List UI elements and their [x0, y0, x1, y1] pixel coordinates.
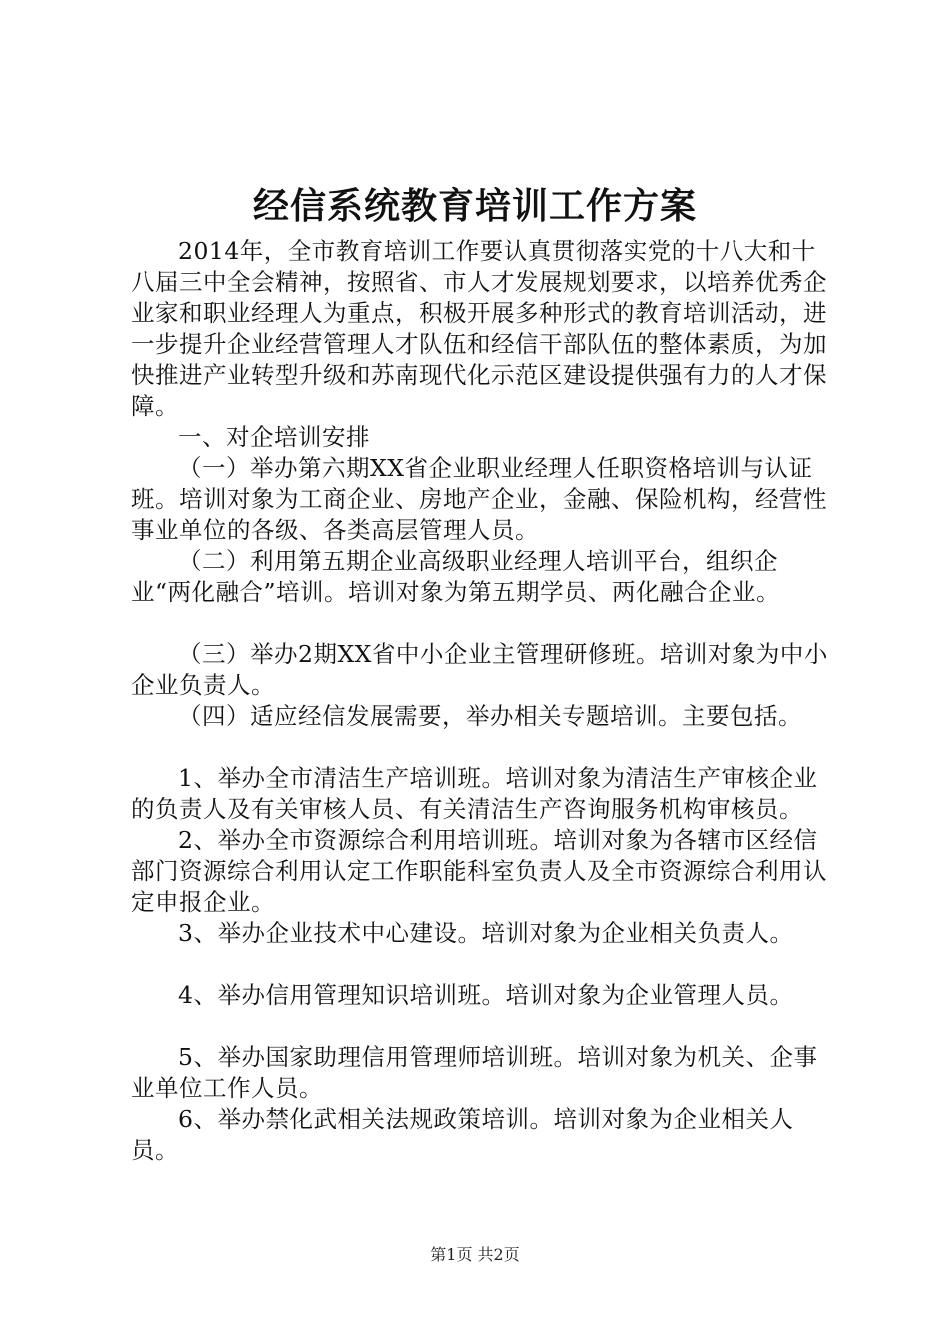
- spacer: [131, 732, 837, 763]
- list-item-6: 6、举办禁化武相关法规政策培训。培训对象为企业相关人员。: [131, 1105, 794, 1164]
- intro-paragraph: 2014年，全市教育培训工作要认真贯彻落实党的十八大和十八届三中全会精神，按照省、市人才发展规划要求，以培养优秀企业家和职业经理人为重点，积极开展多种形式的教育培训活动，进一步提升企业经营管理人才队伍和经信干部队伍的整体素质，为加快推进产业转型升级和苏南现代化示范区建设提供强有力的人才保障。: [131, 237, 827, 420]
- item-paragraph-2: （二）利用第五期企业高级职业经理人培训平台，组织企业“两化融合”培训。培训对象为第五期学员、两化融合企业。: [131, 547, 781, 606]
- list-item-2: 2、举办全市资源综合利用培训班。培训对象为各辖市区经信部门资源综合利用认定工作职能科室负责人及全市资源综合利用认定申报企业。: [131, 826, 827, 916]
- item-paragraph-1: （一）举办第六期XX省企业职业经理人任职资格培训与认证班。培训对象为工商企业、房地产企业，金融、保险机构，经营性事业单位的各级、各类高层管理人员。: [131, 454, 827, 544]
- list-item-1: 1、举办全市清洁生产培训班。培训对象为清洁生产审核企业的负责人及有关审核人员、有关清洁生产咨询服务机构审核员。: [131, 764, 818, 823]
- section-heading: 一、对企培训安排: [178, 423, 370, 451]
- item-paragraph-4: （四）适应经信发展需要，举办相关专题培训。主要包括。: [178, 702, 802, 730]
- list-item-5: 5、举办国家助理信用管理师培训班。培训对象为机关、企事业单位工作人员。: [131, 1043, 818, 1102]
- spacer: [131, 1011, 837, 1042]
- document-title: 经信系统教育培训工作方案: [252, 185, 697, 227]
- list-item-4: 4、举办信用管理知识培训班。培训对象为企业管理人员。: [178, 981, 794, 1009]
- list-item-3: 3、举办企业技术中心建设。培训对象为企业相关负责人。: [178, 919, 794, 947]
- item-paragraph-3: （三）举办2期XX省中小企业主管理研修班。培训对象为中小企业负责人。: [131, 640, 828, 699]
- page-number: 第1页 共2页: [430, 1245, 520, 1264]
- spacer: [131, 608, 837, 639]
- document-body: [131, 236, 837, 1166]
- spacer: [131, 949, 837, 980]
